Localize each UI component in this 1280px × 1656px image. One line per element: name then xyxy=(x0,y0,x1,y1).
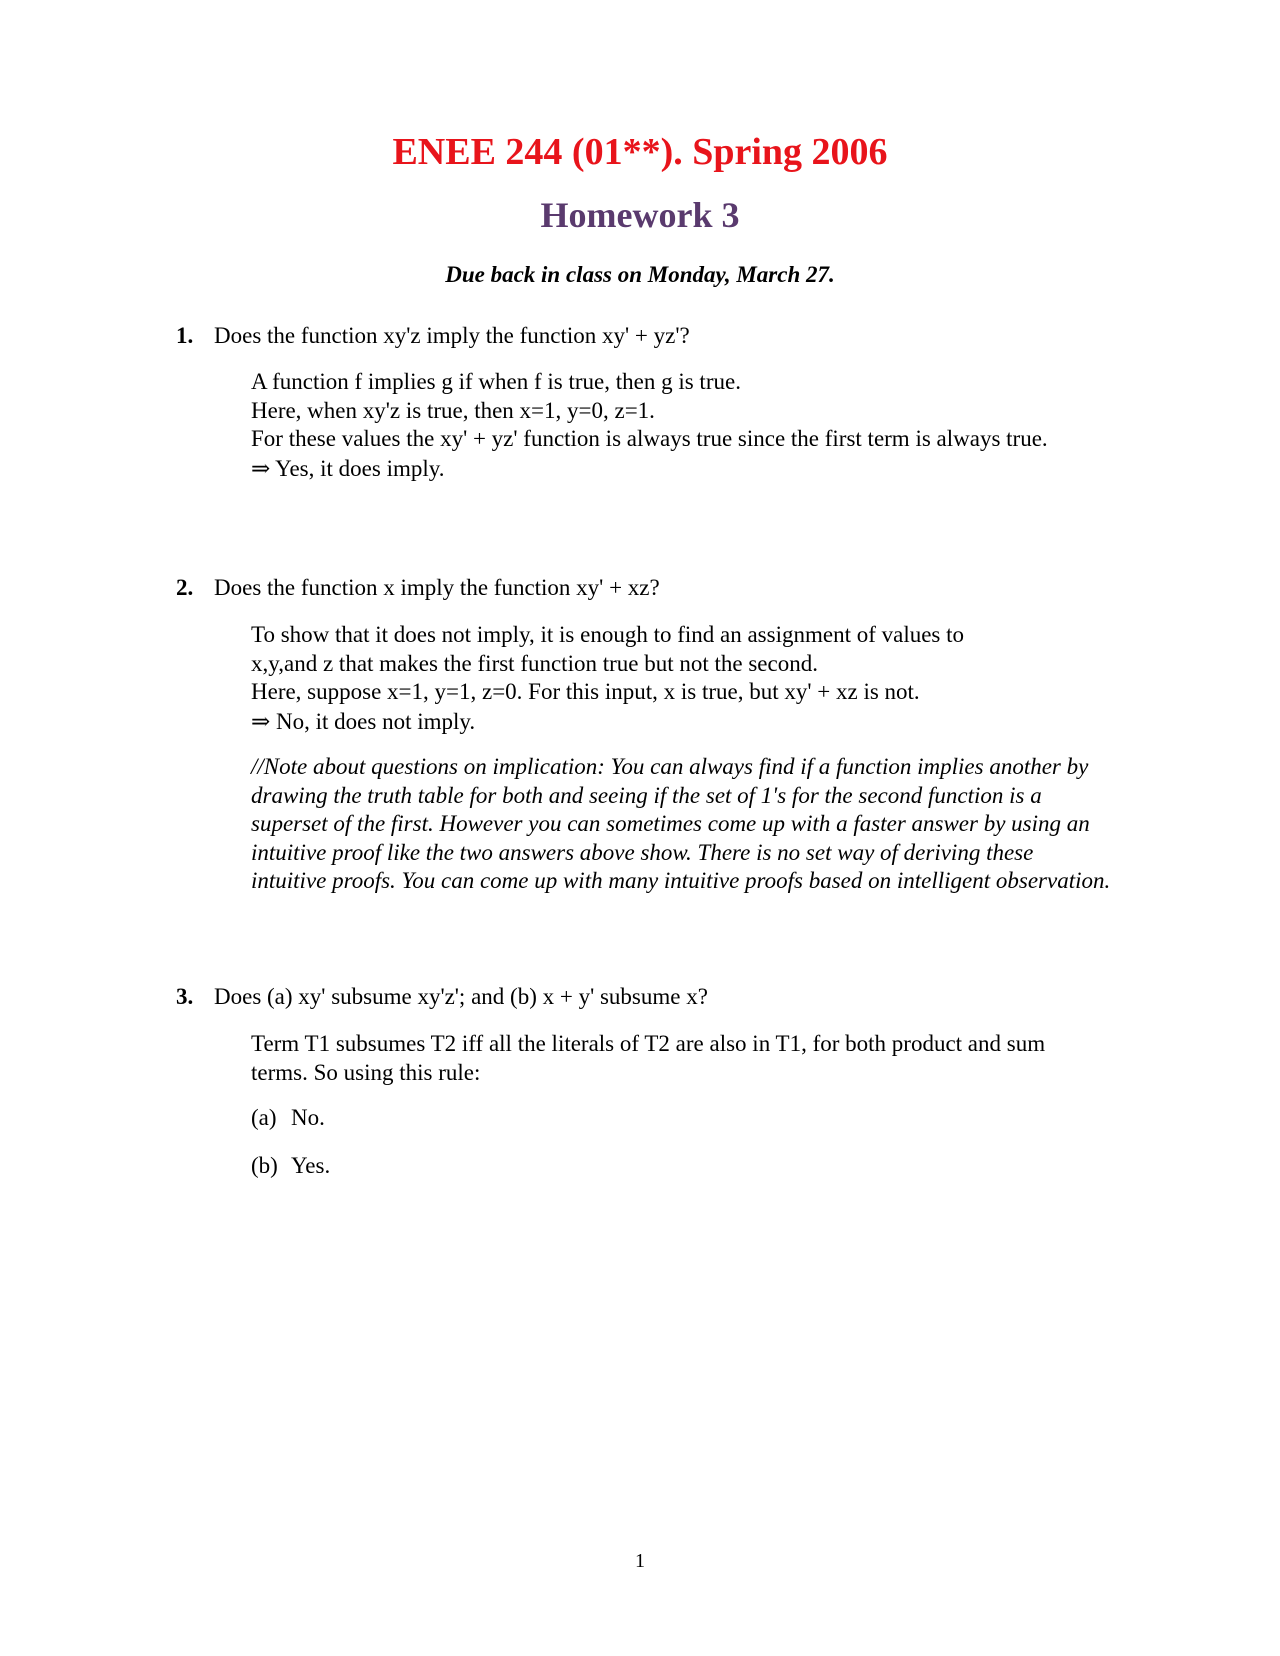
homework-title: Homework 3 xyxy=(540,195,740,235)
question-text: Does the function x imply the function xy' + xz? xyxy=(214,575,660,600)
answer-line: For these values the xy' + yz' function is always true since the first term is always true. xyxy=(251,426,1048,451)
option-text: No. xyxy=(291,1105,325,1130)
answer-1 xyxy=(251,368,1101,483)
option-text: Yes. xyxy=(291,1153,331,1178)
answer-line: Here, suppose x=1, y=1, z=0. For this input, x is true, but xy' + xz is not. xyxy=(251,679,920,704)
answer-line: A function f implies g if when f is true, then g is true. xyxy=(251,369,741,394)
option-b xyxy=(251,1153,330,1179)
answer-2 xyxy=(251,621,1101,736)
question-text: Does (a) xy' subsume xy'z'; and (b) x + y' subsume x? xyxy=(214,984,708,1009)
option-label: (a) xyxy=(251,1105,277,1130)
page-number: 1 xyxy=(635,1550,645,1572)
due-date: Due back in class on Monday, March 27. xyxy=(445,262,835,287)
document-title: ENEE 244 (01**). Spring 2006 xyxy=(392,131,888,173)
answer-line: Term T1 subsumes T2 iff all the literals of T2 are also in T1, for both product and sum terms. So using this rule: xyxy=(251,1031,1046,1085)
answer-3 xyxy=(251,1030,1101,1087)
answer-conclusion: ⇒ No, it does not imply. xyxy=(251,708,476,734)
question-number: 1. xyxy=(176,323,194,348)
implication-note: //Note about questions on implication: You can always find if a function implies another by drawing the truth table for both and seeing if the set of 1's for the second function is a superset of the first. However you can sometimes come up with a faster answer by using an intuitive proof like the two answers above show. There is no set way of deriving these intuitive proofs. You can come up with many intuitive proofs based on intelligent observation. xyxy=(251,754,1111,893)
question-1 xyxy=(176,322,690,350)
option-label: (b) xyxy=(251,1153,278,1178)
question-text: Does the function xy'z imply the function xy' + yz'? xyxy=(214,323,690,348)
question-number: 3. xyxy=(176,984,194,1009)
question-2 xyxy=(176,574,660,602)
question-number: 2. xyxy=(176,575,194,600)
answer-line: Here, when xy'z is true, then x=1, y=0, z=1. xyxy=(251,397,655,423)
question-3 xyxy=(176,983,708,1011)
option-a xyxy=(251,1105,325,1131)
answer-conclusion: ⇒ Yes, it does imply. xyxy=(251,455,445,481)
answer-line: To show that it does not imply, it is enough to find an assignment of values to x,y,and z that makes the first function true but not the second. xyxy=(251,622,965,676)
